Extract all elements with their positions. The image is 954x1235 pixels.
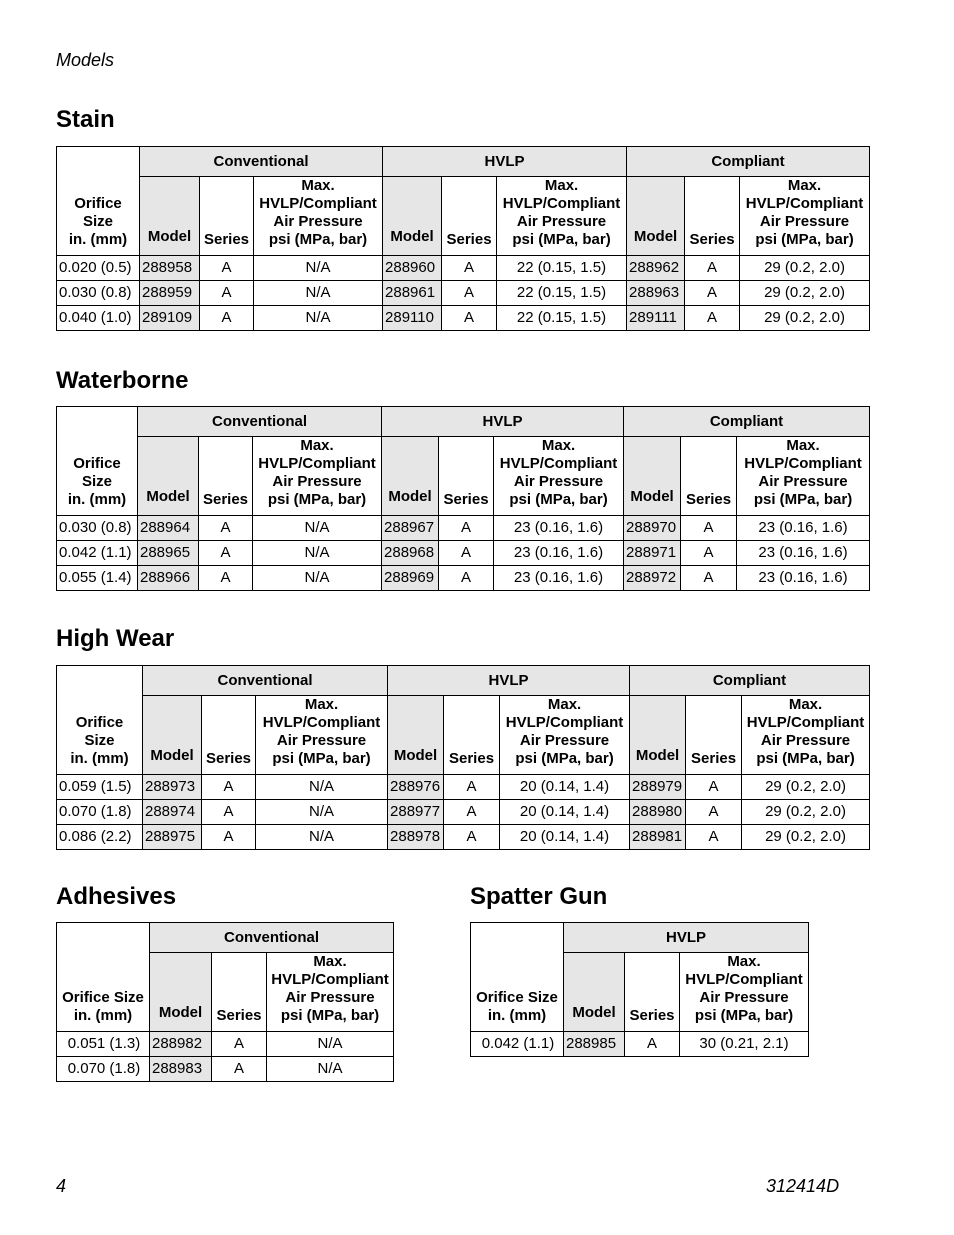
running-header: Models [56,50,115,70]
header-line: Air Pressure [273,213,363,230]
series-cell: A [685,256,740,281]
series-cell: A [686,800,742,825]
orifice-size-cell: 0.020 (0.5) [57,256,140,281]
series-cell: A [200,256,254,281]
series-header: Series [202,696,256,775]
series-cell: A [200,281,254,306]
series-header: Series [685,177,740,256]
max-pressure-cell: 20 (0.14, 1.4) [500,775,630,800]
header-line: psi (MPa, bar) [512,231,611,248]
group-header-conventional: Conventional [143,666,388,696]
header-line: Max. [304,696,339,713]
max-pressure-cell: N/A [253,516,382,541]
series-cell: A [202,800,256,825]
section-title-high-wear: High Wear [56,625,175,652]
max-pressure-cell: N/A [254,281,383,306]
header-line: Orifice [75,714,124,731]
series-cell: A [199,541,253,566]
series-cell: A [442,256,497,281]
header-line: in. (mm) [487,1007,547,1024]
header-line: Orifice [73,455,121,472]
model-cell: 288963 [627,281,685,306]
model-header: Model [388,696,444,775]
header-line: psi (MPa, bar) [694,1007,794,1024]
table-row [57,516,870,541]
header-line: HVLP/Compliant [505,714,624,731]
max-pressure-cell: N/A [256,825,388,850]
header-line: psi (MPa, bar) [280,1007,380,1024]
series-header: Series [625,953,680,1032]
table-row [57,1032,394,1057]
max-pressure-header [497,177,627,256]
group-header-compliant: Compliant [627,147,870,177]
model-header: Model [627,177,685,256]
max-pressure-cell: 29 (0.2, 2.0) [740,306,870,331]
max-pressure-header [494,437,624,516]
series-header: Series [200,177,254,256]
max-pressure-cell: N/A [254,306,383,331]
max-pressure-cell: 29 (0.2, 2.0) [742,800,870,825]
series-header: Series [686,696,742,775]
table-row [57,281,870,306]
model-cell: 288961 [383,281,442,306]
model-cell: 288985 [564,1032,625,1057]
document-number: 312414D [766,1176,840,1196]
max-pressure-cell: N/A [256,800,388,825]
header-line: HVLP/Compliant [262,714,381,731]
header-line: Air Pressure [758,473,848,490]
model-cell: 288958 [140,256,200,281]
model-cell: 289111 [627,306,685,331]
series-header: Series [444,696,500,775]
series-cell: A [444,800,500,825]
stain-models-table [56,146,870,331]
spatter-gun-models-table [470,922,809,1057]
header-line: Max. [300,437,334,454]
orifice-size-cell: 0.030 (0.8) [57,281,140,306]
section-title-spatter-gun: Spatter Gun [470,883,608,910]
max-pressure-header [254,177,383,256]
header-line: Air Pressure [759,213,850,230]
max-pressure-cell: 23 (0.16, 1.6) [737,566,870,591]
max-pressure-header [267,953,394,1032]
header-line: Max. [787,177,822,194]
header-line: Max. [727,953,761,970]
group-header-hvlp: HVLP [382,407,624,437]
model-cell: 289110 [383,306,442,331]
header-line: psi (MPa, bar) [272,750,371,767]
group-header-conventional: Conventional [138,407,382,437]
model-cell: 288966 [138,566,199,591]
table-row [471,1032,809,1057]
max-pressure-cell: 22 (0.15, 1.5) [497,306,627,331]
header-line: HVLP/Compliant [744,455,862,472]
orifice-size-cell: 0.070 (1.8) [57,800,143,825]
max-pressure-cell: 29 (0.2, 2.0) [740,281,870,306]
model-cell: 288971 [624,541,681,566]
max-pressure-cell: 20 (0.14, 1.4) [500,825,630,850]
header-line: Air Pressure [276,732,367,749]
model-cell: 288977 [388,800,444,825]
header-line: Air Pressure [699,989,789,1006]
model-cell: 288962 [627,256,685,281]
max-pressure-cell: 29 (0.2, 2.0) [742,825,870,850]
group-header-compliant: Compliant [624,407,870,437]
max-pressure-header [742,696,870,775]
orifice-size-cell: 0.042 (1.1) [57,541,138,566]
header-line: HVLP/Compliant [258,455,376,472]
table-row [57,1057,394,1082]
model-cell: 288967 [382,516,439,541]
max-pressure-cell: 23 (0.16, 1.6) [737,516,870,541]
orifice-size-cell: 0.086 (2.2) [57,825,143,850]
orifice-size-header [57,666,143,775]
header-line: HVLP/Compliant [502,195,621,212]
max-pressure-header [680,953,809,1032]
model-cell: 289109 [140,306,200,331]
group-header-conventional: Conventional [140,147,383,177]
series-cell: A [686,775,742,800]
max-pressure-cell: 22 (0.15, 1.5) [497,256,627,281]
series-cell: A [202,825,256,850]
header-line: in. (mm) [73,1007,133,1024]
page-number: 4 [56,1176,67,1196]
max-pressure-cell: 23 (0.16, 1.6) [494,516,624,541]
header-line: Max. [301,177,335,194]
max-pressure-header [256,696,388,775]
series-cell: A [202,775,256,800]
max-pressure-cell: N/A [267,1057,394,1082]
series-header: Series [442,177,497,256]
orifice-size-cell: 0.051 (1.3) [57,1032,150,1057]
header-line: psi (MPa, bar) [515,750,614,767]
max-pressure-cell: 22 (0.15, 1.5) [497,281,627,306]
orifice-size-cell: 0.059 (1.5) [57,775,143,800]
header-line: Size [82,213,113,230]
group-header-hvlp: HVLP [383,147,627,177]
series-cell: A [681,566,737,591]
orifice-size-cell: 0.042 (1.1) [471,1032,564,1057]
orifice-size-header [471,923,564,1032]
model-cell: 288970 [624,516,681,541]
model-cell: 288965 [138,541,199,566]
model-cell: 288972 [624,566,681,591]
table-row [57,800,870,825]
header-line: psi (MPa, bar) [268,231,368,248]
model-header: Model [143,696,202,775]
max-pressure-cell: 23 (0.16, 1.6) [494,541,624,566]
series-cell: A [212,1032,267,1057]
orifice-size-header [57,147,140,256]
group-header-conventional: Conventional [150,923,394,953]
series-cell: A [681,516,737,541]
series-cell: A [212,1057,267,1082]
model-cell: 288969 [382,566,439,591]
header-line: Max. [547,696,582,713]
high-wear-models-table [56,665,870,850]
series-cell: A [685,281,740,306]
header-line: Max. [788,696,823,713]
series-cell: A [439,516,494,541]
series-cell: A [442,281,497,306]
group-header-hvlp: HVLP [388,666,630,696]
header-line: Max. [544,177,579,194]
group-header-hvlp: HVLP [564,923,809,953]
header-line: Max. [786,437,820,454]
table-row [57,775,870,800]
table-row [57,541,870,566]
model-header: Model [624,437,681,516]
table-row [57,566,870,591]
model-cell: 288974 [143,800,202,825]
max-pressure-cell: 23 (0.16, 1.6) [494,566,624,591]
model-cell: 288980 [630,800,686,825]
model-header: Model [564,953,625,1032]
series-header: Series [681,437,737,516]
header-line: HVLP/Compliant [499,455,618,472]
model-cell: 288976 [388,775,444,800]
header-line: psi (MPa, bar) [267,491,367,508]
header-line: psi (MPa, bar) [755,231,854,248]
table-row [57,256,870,281]
model-cell: 288964 [138,516,199,541]
header-line: Air Pressure [513,473,604,490]
max-pressure-cell: 30 (0.21, 2.1) [680,1032,809,1057]
max-pressure-cell: 29 (0.2, 2.0) [740,256,870,281]
group-header-compliant: Compliant [630,666,870,696]
header-line: Air Pressure [272,473,362,490]
table-row [57,306,870,331]
series-header: Series [199,437,253,516]
header-line: Max. [313,953,347,970]
max-pressure-cell: N/A [253,566,382,591]
max-pressure-header [740,177,870,256]
header-line: Orifice Size [476,989,558,1006]
series-cell: A [439,566,494,591]
model-header: Model [630,696,686,775]
model-cell: 288983 [150,1057,212,1082]
table-row [57,825,870,850]
orifice-size-cell: 0.055 (1.4) [57,566,138,591]
waterborne-models-table [56,406,870,591]
series-cell: A [685,306,740,331]
header-line: Air Pressure [519,732,610,749]
max-pressure-cell: N/A [253,541,382,566]
series-cell: A [199,516,253,541]
series-header: Series [212,953,267,1032]
header-line: in. (mm) [67,491,127,508]
section-title-waterborne: Waterborne [56,367,189,394]
max-pressure-cell: 20 (0.14, 1.4) [500,800,630,825]
header-line: psi (MPa, bar) [753,491,853,508]
model-cell: 288981 [630,825,686,850]
model-cell: 288973 [143,775,202,800]
model-header: Model [383,177,442,256]
max-pressure-cell: 23 (0.16, 1.6) [737,541,870,566]
series-cell: A [444,775,500,800]
max-pressure-cell: N/A [254,256,383,281]
max-pressure-cell: N/A [267,1032,394,1057]
series-cell: A [442,306,497,331]
model-cell: 288960 [383,256,442,281]
series-cell: A [439,541,494,566]
header-line: HVLP/Compliant [259,195,377,212]
header-line: Air Pressure [760,732,851,749]
header-line: HVLP/Compliant [745,195,864,212]
max-pressure-cell: 29 (0.2, 2.0) [742,775,870,800]
header-line: HVLP/Compliant [271,971,389,988]
model-cell: 288979 [630,775,686,800]
series-cell: A [444,825,500,850]
section-title-stain: Stain [56,106,115,133]
model-header: Model [140,177,200,256]
header-line: HVLP/Compliant [685,971,803,988]
orifice-size-header [57,923,150,1032]
adhesives-models-table [56,922,394,1082]
header-line: Orifice [74,195,122,212]
model-cell: 288982 [150,1032,212,1057]
series-cell: A [681,541,737,566]
header-line: Air Pressure [516,213,607,230]
header-line: Max. [541,437,576,454]
max-pressure-header [253,437,382,516]
series-cell: A [200,306,254,331]
model-cell: 288959 [140,281,200,306]
model-cell: 288978 [388,825,444,850]
orifice-size-header [57,407,138,516]
header-line: in. (mm) [68,231,128,248]
model-header: Model [150,953,212,1032]
header-line: Size [81,473,112,490]
header-line: psi (MPa, bar) [756,750,855,767]
max-pressure-header [737,437,870,516]
model-cell: 288975 [143,825,202,850]
header-line: Size [84,732,115,749]
header-line: in. (mm) [70,750,129,767]
series-cell: A [625,1032,680,1057]
orifice-size-cell: 0.030 (0.8) [57,516,138,541]
model-header: Model [138,437,199,516]
section-title-adhesives: Adhesives [56,883,177,910]
max-pressure-cell: N/A [256,775,388,800]
model-header: Model [382,437,439,516]
model-cell: 288968 [382,541,439,566]
orifice-size-cell: 0.040 (1.0) [57,306,140,331]
header-line: HVLP/Compliant [746,714,865,731]
header-line: Air Pressure [285,989,375,1006]
orifice-size-cell: 0.070 (1.8) [57,1057,150,1082]
series-header: Series [439,437,494,516]
series-cell: A [686,825,742,850]
header-line: psi (MPa, bar) [509,491,608,508]
header-line: Orifice Size [62,989,144,1006]
max-pressure-header [500,696,630,775]
series-cell: A [199,566,253,591]
